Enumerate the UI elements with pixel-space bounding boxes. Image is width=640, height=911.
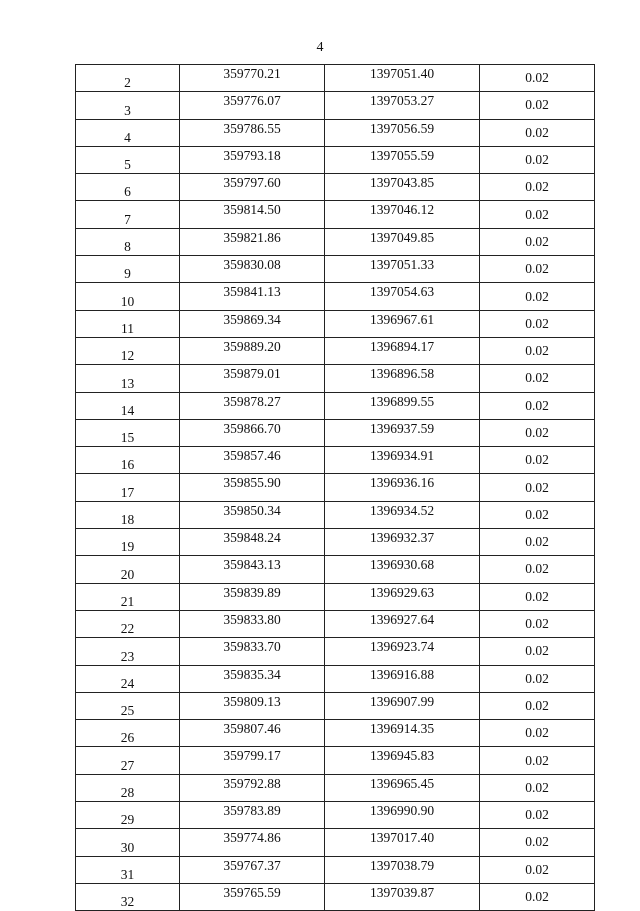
table-row: [76, 665, 595, 692]
y-coordinate-cell: 1396934.52: [325, 501, 480, 528]
error-cell: 0.02: [480, 610, 595, 637]
y-coordinate-cell: 1396990.90: [325, 802, 480, 829]
error-cell: 0.02: [480, 92, 595, 119]
error-cell: 0.02: [480, 501, 595, 528]
error-cell: 0.02: [480, 447, 595, 474]
point-number-cell: 7: [76, 201, 180, 228]
error-cell: 0.02: [480, 201, 595, 228]
point-number-cell: 27: [76, 747, 180, 774]
table-row: [76, 692, 595, 719]
point-number-cell: 5: [76, 146, 180, 173]
y-coordinate-cell: 1397053.27: [325, 92, 480, 119]
y-coordinate-cell: 1396930.68: [325, 556, 480, 583]
point-number-cell: 24: [76, 665, 180, 692]
x-coordinate-cell: 359797.60: [180, 174, 325, 201]
x-coordinate-cell: 359783.89: [180, 802, 325, 829]
x-coordinate-cell: 359767.37: [180, 856, 325, 883]
table-row: [76, 174, 595, 201]
point-number-cell: 13: [76, 365, 180, 392]
y-coordinate-cell: 1396929.63: [325, 583, 480, 610]
x-coordinate-cell: 359866.70: [180, 419, 325, 446]
table-row: [76, 829, 595, 856]
x-coordinate-cell: 359793.18: [180, 146, 325, 173]
page-number: 4: [316, 40, 324, 55]
error-cell: 0.02: [480, 774, 595, 801]
y-coordinate-cell: 1396923.74: [325, 638, 480, 665]
error-cell: 0.02: [480, 256, 595, 283]
point-number-cell: 14: [76, 392, 180, 419]
point-number-cell: 8: [76, 228, 180, 255]
point-number-cell: 25: [76, 692, 180, 719]
error-cell: 0.02: [480, 65, 595, 92]
x-coordinate-cell: 359786.55: [180, 119, 325, 146]
y-coordinate-cell: 1396965.45: [325, 774, 480, 801]
x-coordinate-cell: 359765.59: [180, 883, 325, 910]
table-row: [76, 720, 595, 747]
point-number-cell: 23: [76, 638, 180, 665]
y-coordinate-cell: 1396927.64: [325, 610, 480, 637]
table-row: [76, 856, 595, 883]
point-number-cell: 15: [76, 419, 180, 446]
error-cell: 0.02: [480, 692, 595, 719]
table-row: [76, 256, 595, 283]
y-coordinate-cell: 1397017.40: [325, 829, 480, 856]
point-number-cell: 22: [76, 610, 180, 637]
x-coordinate-cell: 359879.01: [180, 365, 325, 392]
table-row: [76, 583, 595, 610]
table-row: [76, 474, 595, 501]
x-coordinate-cell: 359843.13: [180, 556, 325, 583]
point-number-cell: 9: [76, 256, 180, 283]
error-cell: 0.02: [480, 720, 595, 747]
y-coordinate-cell: 1397038.79: [325, 856, 480, 883]
y-coordinate-cell: 1396914.35: [325, 720, 480, 747]
table-row: [76, 501, 595, 528]
y-coordinate-cell: 1396907.99: [325, 692, 480, 719]
x-coordinate-cell: 359799.17: [180, 747, 325, 774]
x-coordinate-cell: 359814.50: [180, 201, 325, 228]
x-coordinate-cell: 359857.46: [180, 447, 325, 474]
y-coordinate-cell: 1397056.59: [325, 119, 480, 146]
y-coordinate-cell: 1396945.83: [325, 747, 480, 774]
point-number-cell: 20: [76, 556, 180, 583]
error-cell: 0.02: [480, 856, 595, 883]
y-coordinate-cell: 1396899.55: [325, 392, 480, 419]
point-number-cell: 29: [76, 802, 180, 829]
point-number-cell: 21: [76, 583, 180, 610]
x-coordinate-cell: 359835.34: [180, 665, 325, 692]
error-cell: 0.02: [480, 883, 595, 910]
y-coordinate-cell: 1396894.17: [325, 337, 480, 364]
x-coordinate-cell: 359869.34: [180, 310, 325, 337]
y-coordinate-cell: 1397039.87: [325, 883, 480, 910]
error-cell: 0.02: [480, 392, 595, 419]
x-coordinate-cell: 359821.86: [180, 228, 325, 255]
x-coordinate-cell: 359841.13: [180, 283, 325, 310]
y-coordinate-cell: 1397046.12: [325, 201, 480, 228]
x-coordinate-cell: 359855.90: [180, 474, 325, 501]
error-cell: 0.02: [480, 829, 595, 856]
error-cell: 0.02: [480, 802, 595, 829]
table-row: [76, 201, 595, 228]
point-number-cell: 31: [76, 856, 180, 883]
table-row: [76, 228, 595, 255]
coordinates-table-body: [76, 65, 595, 911]
table-row: [76, 774, 595, 801]
x-coordinate-cell: 359770.21: [180, 65, 325, 92]
table-row: [76, 883, 595, 910]
point-number-cell: 32: [76, 883, 180, 910]
x-coordinate-cell: 359850.34: [180, 501, 325, 528]
table-row: [76, 556, 595, 583]
x-coordinate-cell: 359833.70: [180, 638, 325, 665]
y-coordinate-cell: 1396936.16: [325, 474, 480, 501]
y-coordinate-cell: 1397051.40: [325, 65, 480, 92]
point-number-cell: 3: [76, 92, 180, 119]
table-row: [76, 365, 595, 392]
x-coordinate-cell: 359878.27: [180, 392, 325, 419]
table-row: [76, 392, 595, 419]
error-cell: 0.02: [480, 174, 595, 201]
x-coordinate-cell: 359776.07: [180, 92, 325, 119]
table-row: [76, 146, 595, 173]
point-number-cell: 6: [76, 174, 180, 201]
table-row: [76, 419, 595, 446]
x-coordinate-cell: 359807.46: [180, 720, 325, 747]
point-number-cell: 28: [76, 774, 180, 801]
x-coordinate-cell: 359889.20: [180, 337, 325, 364]
point-number-cell: 10: [76, 283, 180, 310]
error-cell: 0.02: [480, 638, 595, 665]
x-coordinate-cell: 359792.88: [180, 774, 325, 801]
error-cell: 0.02: [480, 365, 595, 392]
y-coordinate-cell: 1397055.59: [325, 146, 480, 173]
coordinates-table: [75, 64, 595, 911]
x-coordinate-cell: 359839.89: [180, 583, 325, 610]
error-cell: 0.02: [480, 529, 595, 556]
y-coordinate-cell: 1396934.91: [325, 447, 480, 474]
table-row: [76, 802, 595, 829]
point-number-cell: 30: [76, 829, 180, 856]
point-number-cell: 12: [76, 337, 180, 364]
table-row: [76, 65, 595, 92]
y-coordinate-cell: 1396896.58: [325, 365, 480, 392]
point-number-cell: 26: [76, 720, 180, 747]
x-coordinate-cell: 359833.80: [180, 610, 325, 637]
error-cell: 0.02: [480, 337, 595, 364]
point-number-cell: 2: [76, 65, 180, 92]
point-number-cell: 17: [76, 474, 180, 501]
point-number-cell: 19: [76, 529, 180, 556]
point-number-cell: 16: [76, 447, 180, 474]
y-coordinate-cell: 1397043.85: [325, 174, 480, 201]
table-row: [76, 747, 595, 774]
point-number-cell: 11: [76, 310, 180, 337]
error-cell: 0.02: [480, 556, 595, 583]
table-row: [76, 529, 595, 556]
y-coordinate-cell: 1396916.88: [325, 665, 480, 692]
y-coordinate-cell: 1397049.85: [325, 228, 480, 255]
error-cell: 0.02: [480, 747, 595, 774]
error-cell: 0.02: [480, 119, 595, 146]
x-coordinate-cell: 359809.13: [180, 692, 325, 719]
error-cell: 0.02: [480, 228, 595, 255]
y-coordinate-cell: 1396967.61: [325, 310, 480, 337]
y-coordinate-cell: 1396932.37: [325, 529, 480, 556]
point-number-cell: 4: [76, 119, 180, 146]
error-cell: 0.02: [480, 146, 595, 173]
error-cell: 0.02: [480, 419, 595, 446]
y-coordinate-cell: 1397051.33: [325, 256, 480, 283]
error-cell: 0.02: [480, 310, 595, 337]
x-coordinate-cell: 359848.24: [180, 529, 325, 556]
table-row: [76, 92, 595, 119]
table-row: [76, 638, 595, 665]
table-row: [76, 610, 595, 637]
table-row: [76, 310, 595, 337]
table-row: [76, 337, 595, 364]
point-number-cell: 18: [76, 501, 180, 528]
x-coordinate-cell: 359774.86: [180, 829, 325, 856]
table-row: [76, 119, 595, 146]
error-cell: 0.02: [480, 583, 595, 610]
table-row: [76, 447, 595, 474]
error-cell: 0.02: [480, 283, 595, 310]
error-cell: 0.02: [480, 665, 595, 692]
x-coordinate-cell: 359830.08: [180, 256, 325, 283]
y-coordinate-cell: 1397054.63: [325, 283, 480, 310]
error-cell: 0.02: [480, 474, 595, 501]
y-coordinate-cell: 1396937.59: [325, 419, 480, 446]
table-row: [76, 283, 595, 310]
